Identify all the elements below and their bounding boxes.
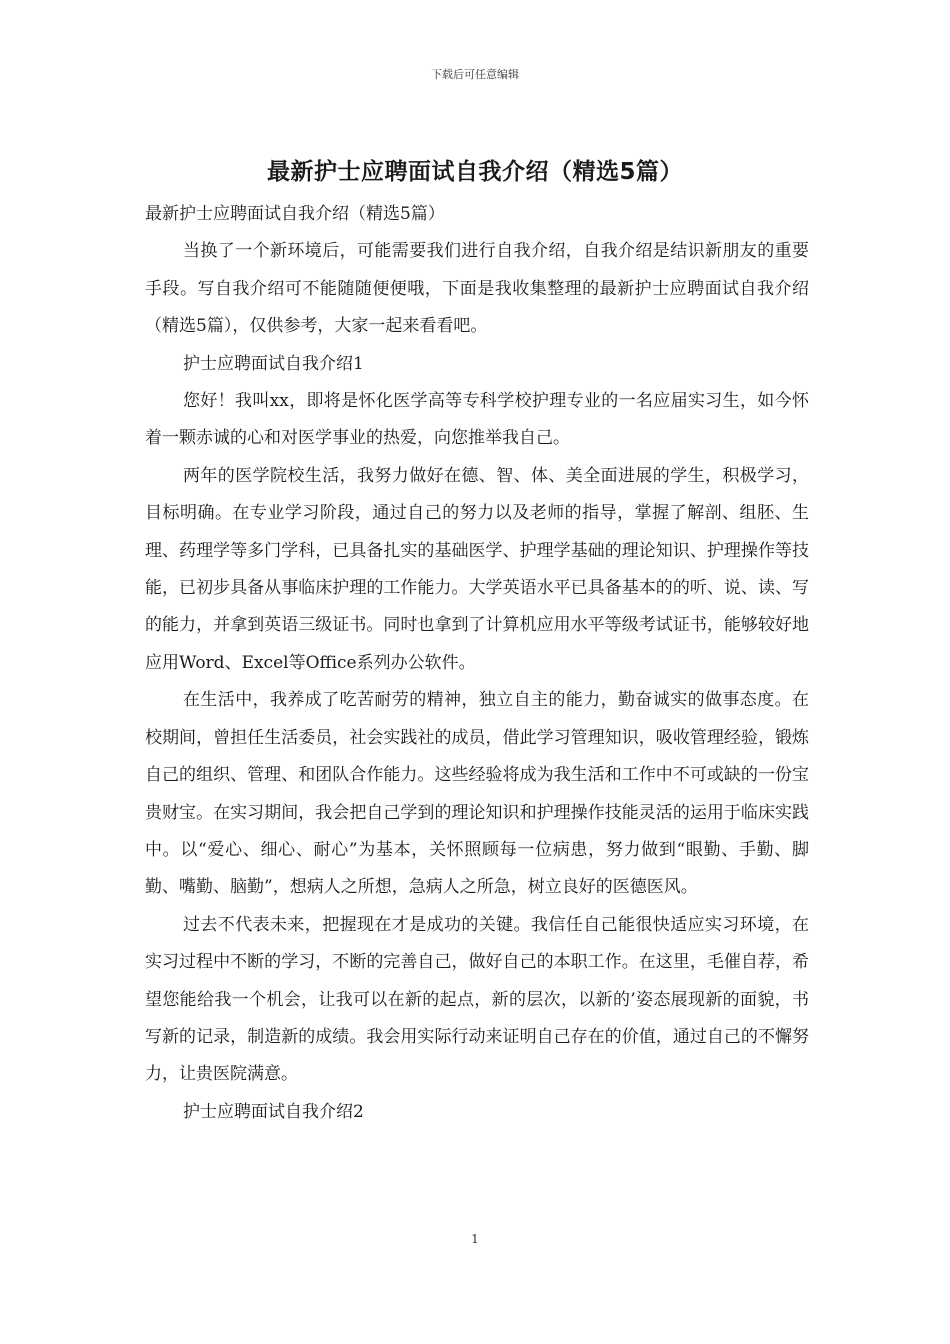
page-number: 1 [471, 1232, 479, 1246]
body-paragraph: 过去不代表未来，把握现在才是成功的关键。我信任自己能很快适应实习环境，在实习过程中不断的学习，不断的完善自己，做好自己的本职工作。在这里，毛催自荐，希望您能给我一个机会，让我可以在新的起点，新的层次，以新的’姿态展现新的面貌，书写新的记录，制造新的成绩。我会用实际行动来证明自己存在的价值，通过自己的不懈努力，让贵医院满意。 [145, 914, 809, 1085]
subtitle-line: 最新护士应聘面试自我介绍（精选5篇） [145, 204, 445, 224]
section-heading-2: 护士应聘面试自我介绍2 [183, 1101, 364, 1122]
body-paragraph: 在生活中，我养成了吃苦耐劳的精神，独立自主的能力，勤奋诚实的做事态度。在校期间，曾担任生活委员，社会实践社的成员，借此学习管理知识，吸收管理经验，锻炼自己的组织、管理、和团队合作能力。这些经验将成为我生活和工作中不可或缺的一份宝贵财宝。在实习期间，我会把自己学到的理论知识和护理操作技能灵活的运用于临床实践中。以“爱心、细心、耐心”为基本，关怀照顾每一位病患，努力做到“眼勤、手勤、脚勤、嘴勤、脑勤”，想病人之所想，急病人之所急，树立良好的医德医风。 [145, 690, 809, 898]
body-paragraph: 两年的医学院校生活，我努力做好在德、智、体、美全面进展的学生，积极学习，目标明确。在专业学习阶段，通过自己的努力以及老师的指导，掌握了解剖、组胚、生理、药理学等多门学科，已具备扎实的基础医学、护理学基础的理论知识、护理操作等技能，已初步具备从事临床护理的工作能力。大学英语水平已具备基本的的听、说、读、写的能力，并拿到英语三级证书。同时也拿到了计算机应用水平等级考试证书，能够较好地应用Word、Excel等Office系列办公软件。 [145, 465, 809, 673]
document-body [145, 196, 809, 1131]
intro-paragraph: 当换了一个新环境后，可能需要我们进行自我介绍，自我介绍是结识新朋友的重要手段。写自我介绍可不能随随便便哦，下面是我收集整理的最新护士应聘面试自我介绍（精选5篇），仅供参考，大家一起来看看吧。 [145, 241, 809, 337]
document-title: 最新护士应聘面试自我介绍（精选5篇） [266, 159, 683, 185]
body-paragraph: 您好！我叫xx，即将是怀化医学高等专科学校护理专业的一名应届实习生，如今怀着一颗赤诚的心和对医学事业的热爱，向您推举我自己。 [145, 391, 809, 449]
page-header-note: 下载后可任意编辑 [431, 68, 519, 81]
section-heading-1: 护士应聘面试自我介绍1 [183, 353, 364, 374]
